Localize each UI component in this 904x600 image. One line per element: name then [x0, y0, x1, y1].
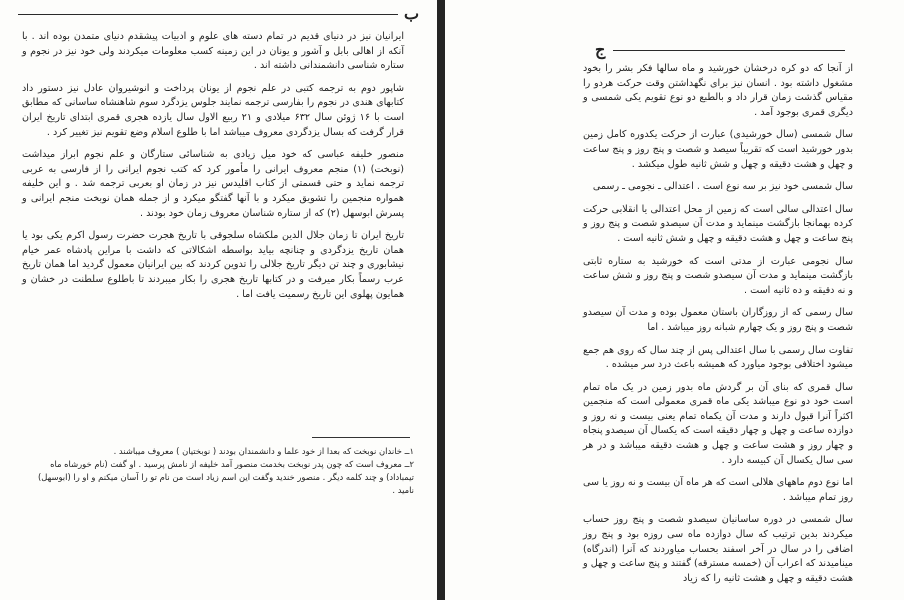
paragraph: سال شمسی (سال خورشیدی) عبارت از حرکت یکدوره کامل زمین بدور خورشید است که تقریباً سیصد و شصت و پنج روز و پنج ساعت و چهل و هشت دقیقه و چهل و شش ثانیه طول میکشد .	[583, 129, 853, 170]
body-text	[22, 30, 404, 310]
paragraph: سال رسمی که از روزگاران باستان معمول بوده و مدت آن سیصدو شصت و پنج روز و یک چهارم شبانه روز میباشد . اما	[583, 307, 853, 333]
paragraph: از آنجا که دو کره درخشان خورشید و ماه سالها فکر بشر را بخود مشغول داشته بود . انسان نیز برای نگهداشتن وقت حرکت هردو را مقیاس گذشت زمان قرار داد و بالطبع دو نوع تقویم یکی شمسی و دیگری قمری بوجود آمد .	[583, 63, 853, 118]
book-gutter	[437, 0, 445, 600]
paragraph: شاپور دوم به ترجمه کتبی در علم نجوم از یونان پرداخت و انوشیروان عادل نیز دستور داد کتابهای هندی در نجوم را بفارسی ترجمه نمایند جلوس یزدگرد سوم شاهنشاه ساسانی که مطابق است با ۱۶ ژوئن سال ۶۳۲ میلادی و ۲۱ ربیع الاول سال یازده هجری قمری ابتدای تاریخ ایران قرار گرفت که بسال یزدگردی معروف میباشد اما با طلوع اسلام وضع تقویم نیز تغییر کرد .	[22, 82, 404, 138]
paragraph: تفاوت سال رسمی با سال اعتدالی پس از چند سال که روی هم جمع میشود اختلافی بوجود میاورد که همیشه باعث درد سر میشده .	[583, 344, 853, 371]
body-text	[583, 62, 853, 594]
paragraph: سال شمسی در دوره ساسانیان سیصدو شصت و پنج روز حساب میکردند بدین ترتیب که سال دوازده ماه سی روزه بود و پنج روز اضافی را در سال در آخر اسفند بحساب میاوردند که آنرا (اندرگاه) مینامیدند که اعراب آن (خمسه مسترقه) گفتند و پنج ساعت و چهل و هشت دقیقه و چهل و هشت ثانیه را که زیاد	[583, 514, 853, 584]
page-number: ب	[404, 4, 420, 23]
footnote-rule	[312, 437, 410, 438]
paragraph: اما نوع دوم ماههای هلالی است که هر ماه آن بیست و نه روز یا سی روز تمام میباشد .	[583, 477, 853, 503]
paragraph: منصور خلیفه عباسی که خود میل زیادی به شناسائی ستارگان و علم نجوم ابراز میداشت (نوبخت) (۱) منجم معروف ایرانی را مأمور کرد که کتب نجوم ایرانی را از فارسی به عربی ترجمه نماید و حتی قسمتی از کتاب اقلیدس نیز در زمان او بعربی ترجمه شد . و این خلیفه همواره منجمین را تشویق میکرد و با آنها گفتگو میکرد و از جمله همان نوبخت منجم ایرانی و پسرش ابوسهل (۲) که از ستاره شناسان معروف زمان خود بودند .	[22, 149, 404, 219]
paragraph: سال اعتدالی سالی است که زمین از محل اعتدالی یا انقلابی حرکت کرده بهمانجا بازگشت مینماید و مدت آن سیصدو شصت و پنج روز و پنج ساعت و چهل و هشت دقیقه و چهل و شش ثانیه است .	[583, 203, 853, 244]
left-page	[0, 0, 437, 600]
page-number: ج	[595, 40, 606, 59]
paragraph: تاریخ ایران تا زمان جلال الدین ملکشاه سلجوقی با تاریخ هجرت حضرت رسول اکرم یکی بود یا همان تاریخ یزدگردی و چنانچه بیاید بواسطه اشکالاتی که داشت با مراین پادشاه عمر خیام نیشابوری و چند تن دیگر تاریخ جلالی را تدوین کردند که بین ایرانیان معمول گردید اما همان تاریخ عرب رسماً بکار میرفت و در کتابها تاریخ هجری را بکار میبردند تا باطلوع سلطنت در خشان و همایون پهلوی این تاریخ رسمیت یافت اما .	[22, 230, 404, 300]
right-page	[445, 0, 904, 600]
paragraph: سال شمسی خود نیز بر سه نوع است . اعتدالی ـ نجومی ـ رسمی	[592, 181, 853, 193]
footnote: ۲ــ معروف است که چون پدر نوبخت بخدمت منصور آمد خلیفه از نامش پرسید . او گفت (نام خورشاه ماه تیمباداد) و چند کلمه دیگر . منصور خندید وگفت این اسم زیاد است من نام تو را آسان میکنم و او را (ابوسهل) نامید .	[37, 459, 414, 495]
paragraph: سال قمری که بنای آن بر گردش ماه بدور زمین در یک ماه تمام است خود دو نوع میباشد یکی ماه قمری معمولی است که منجمین اکثراً آنرا قبول دارند و مدت آن یکماه تمام یعنی بیست و نه روز و دوازده ساعت و چهل و چهار دقیقه است که یکسال آن سیصدو پنجاه و چهار روز و هشت ساعت و چهل و هشت دقیقه میباشد و در هر سی سال یکسال آن کبیسه دارد .	[583, 381, 853, 466]
header-rule	[613, 50, 845, 51]
paragraph: سال نجومی عبارت از مدتی است که خورشید به ستاره ثابتی بازگشت مینماید و مدت آن سیصدو شصت و پنج روز و شش ساعت و نه دقیقه و ده ثانیه است .	[583, 255, 853, 296]
paragraph: ایرانیان نیز در دنیای قدیم در تمام دسته های علوم و ادبیات پیشقدم دنیای متمدن بوده اند . با آنکه از اهالی بابل و آشور و یونان در این زمینه کسب معلومات میکردند ولی خود نیز در نجوم و ستاره شناسی دانشمندانی داشته اند .	[22, 31, 404, 72]
header-rule	[18, 14, 398, 15]
footnote: ۱ــ خاندان نوبخت که بعدا از خود علما و دانشمندان بودند ( نوبختیان ) معروف میباشند .	[113, 446, 414, 456]
footnotes	[36, 445, 414, 497]
